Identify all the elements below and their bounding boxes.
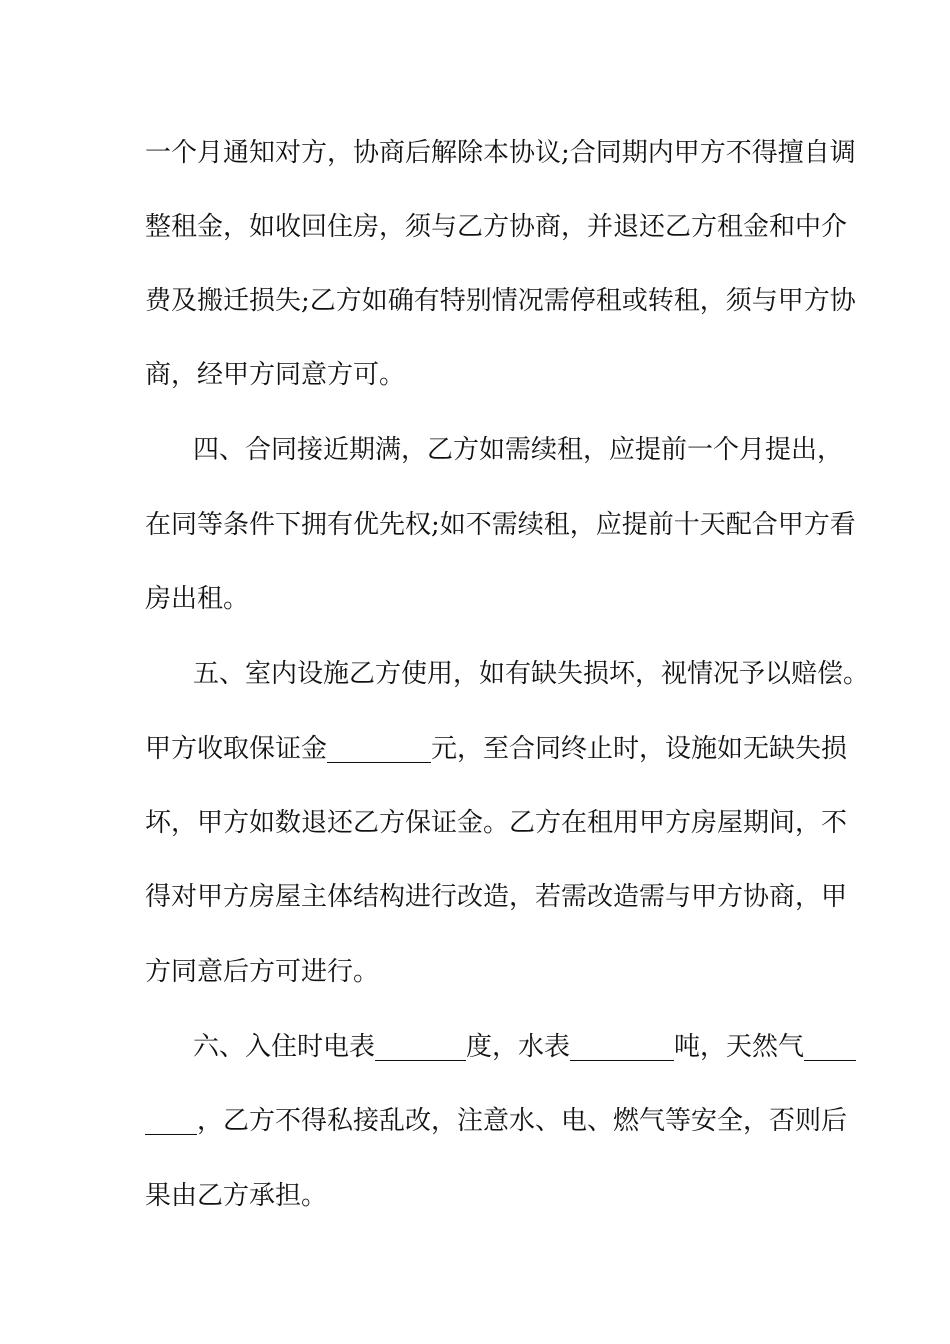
body-text-line: 商，经甲方同意方可。	[145, 360, 406, 390]
body-text-line: 方同意后方可进行。	[145, 957, 380, 987]
body-text-line: 整租金，如收回住房，须与乙方协商，并退还乙方租金和中介	[145, 212, 848, 242]
body-text-line: 坏，甲方如数退还乙方保证金。乙方在租用甲方房屋期间，不	[145, 808, 848, 838]
body-text-line: 果由乙方承担。	[145, 1181, 328, 1211]
body-text-line: ____，乙方不得私接乱改，注意水、电、燃气等安全，否则后	[145, 1106, 848, 1136]
clause-six-heading-line: 六、入住时电表_______度，水表________吨，天然气____	[193, 1032, 857, 1062]
body-text-line: 甲方收取保证金________元，至合同终止时，设施如无缺失损	[145, 734, 848, 764]
body-text-line: 得对甲方房屋主体结构进行改造，若需改造需与甲方协商，甲	[145, 882, 848, 912]
body-text-line: 在同等条件下拥有优先权;如不需续租，应提前十天配合甲方看	[145, 510, 856, 540]
body-text-line: 一个月通知对方，协商后解除本协议;合同期内甲方不得擅自调	[145, 138, 856, 168]
clause-four-heading-line: 四、合同接近期满，乙方如需续租，应提前一个月提出，	[193, 435, 844, 465]
body-text-line: 费及搬迁损失;乙方如确有特别情况需停租或转租，须与甲方协	[145, 286, 856, 316]
body-text-line: 房出租。	[145, 584, 250, 614]
clause-five-heading-line: 五、室内设施乙方使用，如有缺失损坏，视情况予以赔偿。	[193, 659, 870, 689]
